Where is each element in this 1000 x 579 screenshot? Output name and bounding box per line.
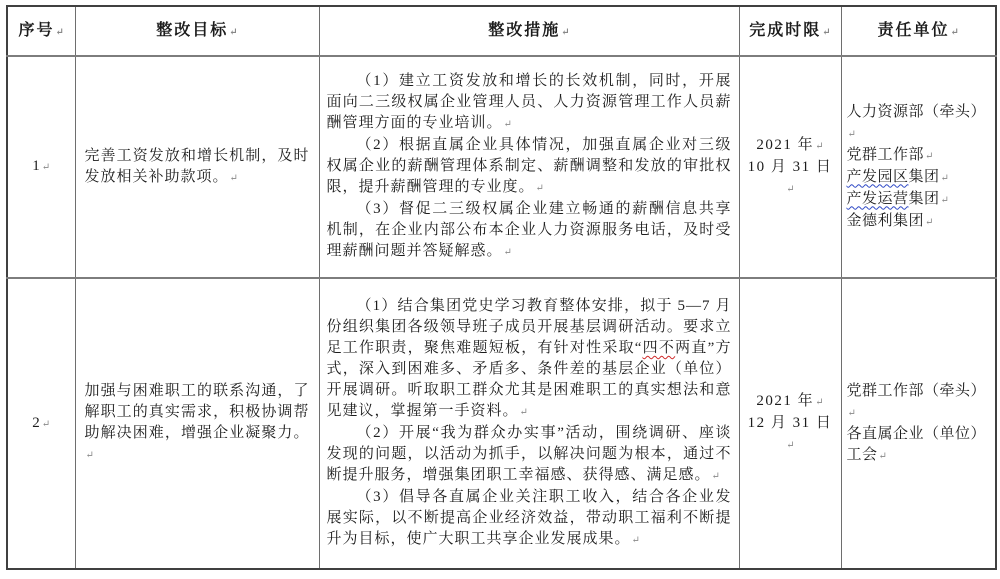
header-unit bbox=[841, 6, 996, 56]
unit-line: 产发运营集团↵ bbox=[846, 190, 949, 207]
measure-paragraph: （3）倡导各直属企业关注职工收入，结合各企业发展实际，以不断提高企业经济效益，带动职工福利不断提升为目标，使广大职工共享企业发展成果。↵ bbox=[326, 489, 732, 547]
paragraph-mark: ↵ bbox=[229, 26, 238, 38]
paragraph-mark: ↵ bbox=[847, 128, 856, 140]
paragraph-mark: ↵ bbox=[41, 418, 51, 430]
seq-cell-1 bbox=[7, 56, 75, 278]
deadline-date: 12 月 31 日↵ bbox=[747, 415, 833, 451]
goal-cell-1 bbox=[75, 56, 319, 278]
measure-paragraph: （1）建立工资发放和增长的长效机制，同时，开展面向二三级权属企业管理人员、人力资源管理工作人员薪酬管理方面的专业培训。↵ bbox=[326, 73, 732, 131]
measure-cell-2 bbox=[319, 278, 739, 569]
paragraph-mark: ↵ bbox=[561, 26, 570, 38]
unit-line: 金德利集团↵ bbox=[846, 212, 934, 229]
paragraph-mark: ↵ bbox=[786, 440, 795, 451]
measure-paragraph: （1）结合集团党史学习教育整体安排，拟于 5—7 月份组织集团各级领导班子成员开展基层调研活动。要求立足工作职责，聚焦难题短板，有针对性采取“四不两直”方式，深入到困难多、矛盾多、条件差的基层企业（单位）开展调研。听取职工群众尤其是困难职工的真实想法和意见建议，掌握第一手资料。↵ bbox=[326, 298, 732, 419]
paragraph-mark: ↵ bbox=[815, 140, 824, 152]
measure-paragraph: （2）开展“我为群众办实事”活动，围绕调研、座谈发现的问题，以活动为抓手，以解决问题为根本，通过不断提升服务，增强集团职工幸福感、获得感、满足感。↵ bbox=[326, 425, 732, 483]
seq-number: 1 bbox=[32, 158, 41, 174]
spellcheck-squiggle-red: 四不 bbox=[642, 340, 676, 356]
header-seq-label: 序号 bbox=[18, 21, 55, 39]
header-unit-label: 责任单位 bbox=[877, 21, 950, 39]
unit-line: 党群工作部↵ bbox=[846, 146, 934, 163]
header-deadline bbox=[739, 6, 841, 56]
header-measure-label: 整改措施 bbox=[488, 21, 561, 39]
paragraph-mark: ↵ bbox=[85, 450, 94, 461]
measure-cell-1 bbox=[319, 56, 739, 278]
goal-text: 加强与困难职工的联系沟通，了解职工的真实需求，积极协调帮助解决困难，增强企业凝聚力。↵ bbox=[84, 383, 310, 461]
measure-paragraph: （2）根据直属企业具体情况，加强直属企业对三级权属企业的薪酬管理体系制定、薪酬调整和发放的审批权限，提升薪酬管理的专业度。↵ bbox=[326, 137, 732, 195]
paragraph-mark: ↵ bbox=[41, 162, 51, 173]
paragraph-mark: ↵ bbox=[925, 216, 934, 228]
paragraph-mark: ↵ bbox=[503, 119, 512, 130]
header-goal-label: 整改目标 bbox=[156, 21, 229, 39]
paragraph-mark: ↵ bbox=[503, 247, 512, 258]
header-seq bbox=[7, 6, 75, 56]
paragraph-mark: ↵ bbox=[786, 183, 795, 195]
paragraph-mark: ↵ bbox=[229, 172, 238, 184]
paragraph-mark: ↵ bbox=[519, 407, 528, 418]
spellcheck-squiggle-blue: 产发运营 bbox=[846, 190, 909, 207]
paragraph-mark: ↵ bbox=[925, 150, 934, 162]
header-deadline-label: 完成时限 bbox=[749, 21, 822, 39]
paragraph-mark: ↵ bbox=[847, 407, 856, 419]
unit-cell-1 bbox=[841, 56, 996, 278]
paragraph-mark: ↵ bbox=[950, 26, 959, 38]
seq-cell-2 bbox=[7, 278, 75, 569]
paragraph-mark: ↵ bbox=[878, 450, 887, 462]
header-measure bbox=[319, 6, 739, 56]
deadline-cell-2 bbox=[739, 278, 841, 569]
rectification-table bbox=[6, 5, 997, 570]
paragraph-mark: ↵ bbox=[940, 194, 949, 206]
deadline-date: 10 月 31 日↵ bbox=[747, 158, 833, 195]
paragraph-mark: ↵ bbox=[815, 397, 824, 408]
paragraph-mark: ↵ bbox=[535, 183, 544, 194]
paragraph-mark: ↵ bbox=[822, 26, 831, 38]
unit-cell-2 bbox=[841, 278, 996, 569]
deadline-year: 2021 年↵ bbox=[756, 136, 824, 153]
paragraph-mark: ↵ bbox=[55, 26, 64, 38]
table-row-2 bbox=[7, 278, 996, 569]
goal-text: 完善工资发放和增长机制，及时发放相关补助款项。↵ bbox=[84, 147, 310, 185]
deadline-cell-1 bbox=[739, 56, 841, 278]
paragraph-mark: ↵ bbox=[631, 535, 640, 546]
table-row-1 bbox=[7, 56, 996, 278]
header-goal bbox=[75, 6, 319, 56]
deadline-year: 2021 年↵ bbox=[756, 393, 824, 409]
seq-number: 2 bbox=[32, 414, 41, 431]
unit-line: 产发园区集团↵ bbox=[846, 168, 949, 185]
paragraph-mark: ↵ bbox=[940, 172, 949, 184]
measure-paragraph: （3）督促二三级权属企业建立畅通的薪酬信息共享机制，在企业内部公布本企业人力资源服务电话，及时受理薪酬问题并答疑解惑。↵ bbox=[326, 201, 732, 259]
header-row bbox=[7, 6, 996, 56]
paragraph-mark: ↵ bbox=[711, 471, 720, 482]
unit-line: 党群工作部（牵头）↵ bbox=[846, 382, 987, 419]
unit-line: 各直属企业（单位）工会↵ bbox=[846, 425, 987, 463]
goal-cell-2 bbox=[75, 278, 319, 569]
spellcheck-squiggle-blue: 产发园区 bbox=[846, 168, 909, 185]
unit-line: 人力资源部（牵头）↵ bbox=[846, 103, 987, 140]
